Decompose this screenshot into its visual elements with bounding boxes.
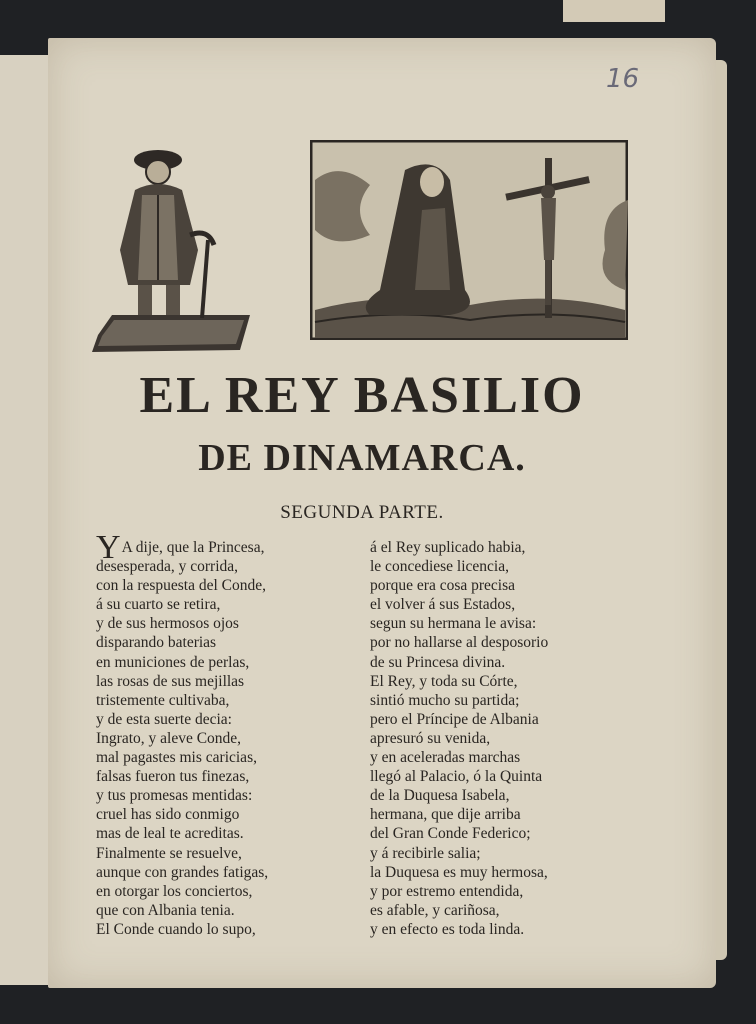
verse-line: El Rey, y toda su Córte, [370,672,518,690]
verse-line: El Conde cuando lo supo, [96,920,256,938]
kneeling-nun-crucifix-woodcut-icon [310,140,628,340]
verse-line: cruel has sido conmigo [96,806,240,824]
verse-line: porque era cosa precisa [370,577,516,595]
page-number: 16 [606,64,640,94]
verse-line: de la Duquesa Isabela, [370,787,510,805]
page-subtitle: DE DINAMARCA. [198,437,526,479]
verse-line: y de esta suerte decia: [96,710,232,728]
verse-line: y en aceleradas marchas [370,749,521,767]
poem-column-right [370,538,548,939]
verse-line: apresuró su venida, [370,729,491,747]
verse-line: llegó al Palacio, ó la Quinta [370,768,543,786]
verse-line: YA dije, que la Princesa, [96,529,265,566]
verse-line: á su cuarto se retira, [96,596,221,614]
verse-line: y tus promesas mentidas: [96,787,253,805]
verse-line: con la respuesta del Conde, [96,577,267,595]
verse-line: el volver á sus Estados, [370,596,516,614]
verse-line: por no hallarse al desposorio [370,634,549,652]
verse-line: es afable, y cariñosa, [370,901,500,919]
verse-line: las rosas de sus mejillas [96,672,245,690]
verse-line: en municiones de perlas, [96,653,250,671]
man-with-cane-woodcut-icon [90,140,255,355]
verse-line: falsas fueron tus finezas, [96,768,250,786]
verse-line: desesperada, y corrida, [96,558,239,576]
verse-line: de su Princesa divina. [370,653,506,671]
verse-line: segun su hermana le avisa: [370,615,537,633]
verse-line: mal pagastes mis caricias, [96,749,257,767]
verse-line: disparando baterias [96,634,217,652]
verse-line: del Gran Conde Federico; [370,825,531,843]
verse-line: á el Rey suplicado habia, [370,539,526,556]
paper-tab [563,0,665,22]
poem-column-left [96,529,269,939]
verse-line: mas de leal te acreditas. [96,825,244,843]
page-title: EL REY BASILIO [139,367,585,424]
verse-line: pero el Príncipe de Albania [370,710,539,728]
drop-cap: Y [96,529,121,566]
verse-line: que con Albania tenia. [96,901,235,919]
part-heading: SEGUNDA PARTE. [280,502,444,523]
verse-line: la Duquesa es muy hermosa, [370,863,548,881]
verse-line: sintió mucho su partida; [370,691,520,709]
verse-line: y de sus hermosos ojos [96,615,239,633]
verse-line: Ingrato, y aleve Conde, [96,729,242,747]
verse-line: tristemente cultivaba, [96,691,230,709]
verse-line: y por estremo entendida, [370,882,524,900]
verse-line: aunque con grandes fatigas, [96,863,269,881]
verse-line: y en efecto es toda linda. [370,920,525,938]
verse-line: en otorgar los conciertos, [96,882,253,900]
verse-line: Finalmente se resuelve, [96,844,242,862]
verse-line: y á recibirle salia; [370,844,481,862]
verse-line: hermana, que dije arriba [370,806,521,824]
verse-line: le concediese licencia, [370,558,509,576]
